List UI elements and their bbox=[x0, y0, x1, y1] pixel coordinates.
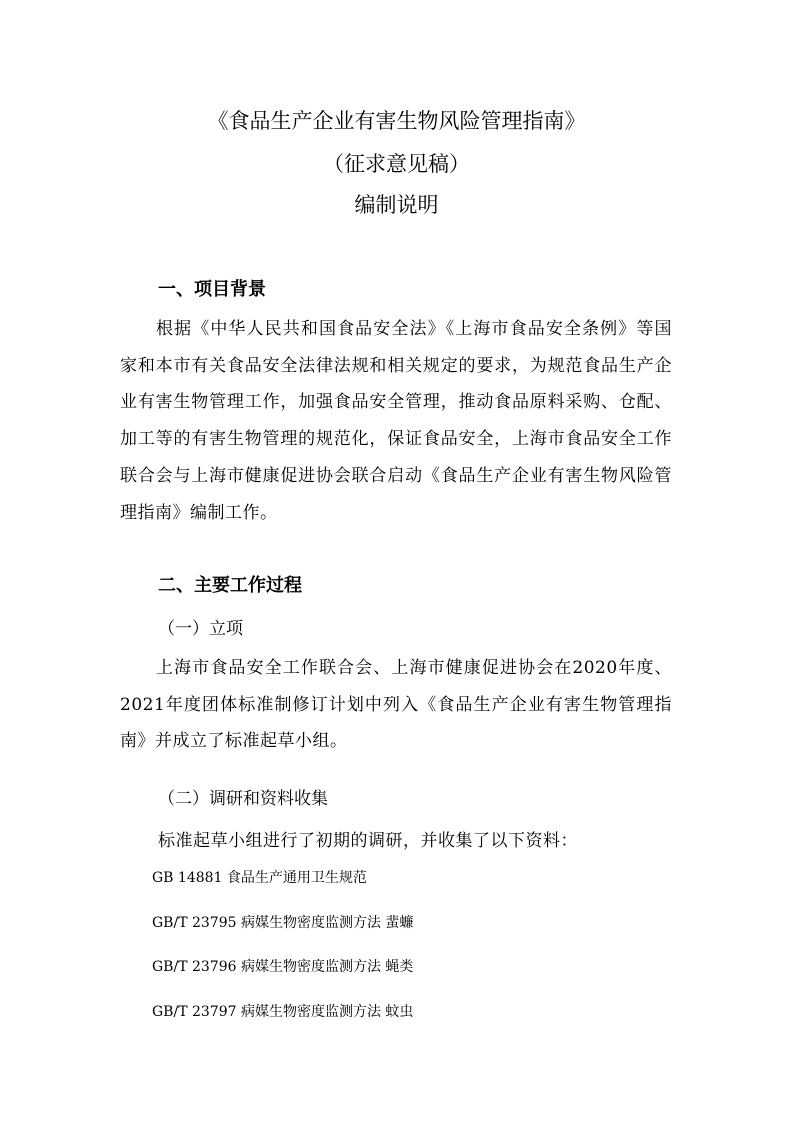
document-title: 《食品生产企业有害生物风险管理指南》 bbox=[207, 109, 586, 133]
reference-item: GB/T 23795 病媒生物密度监测方法 蜚蠊 bbox=[152, 915, 414, 931]
reference-item: GB/T 23797 病媒生物密度监测方法 蚊虫 bbox=[152, 1004, 414, 1020]
subsection-heading-research: （二）调研和资料收集 bbox=[158, 789, 328, 809]
subsection-heading-project-approval: （一）立项 bbox=[158, 619, 243, 639]
section-heading-background: 一、项目背景 bbox=[158, 279, 266, 300]
document-subtitle: （征求意见稿） bbox=[323, 152, 470, 176]
document-type: 编制说明 bbox=[354, 193, 439, 217]
subsection-paragraph-project-approval: 上海市食品安全工作联合会、上海市健康促进协会在2020年度、2021年度团体标准制修订计划中列入《食品生产企业有害生物管理指南》并成立了标准起草小组。 bbox=[120, 658, 672, 752]
reference-item: GB 14881 食品生产通用卫生规范 bbox=[152, 870, 367, 886]
section-paragraph-background: 根据《中华人民共和国食品安全法》《上海市食品安全条例》等国家和本市有关食品安全法律法规和相关规定的要求，为规范食品生产企业有害生物管理工作，加强食品安全管理，推动食品原料采购、仓配、加工等的有害生物管理的规范化，保证食品安全，上海市食品安全工作联合会与上海市健康促进协会联合启动《食品生产企业有害生物风险管理指南》编制工作。 bbox=[120, 319, 672, 523]
reference-item: GB/T 23796 病媒生物密度监测方法 蝇类 bbox=[152, 959, 414, 975]
subsection-intro-research: 标准起草小组进行了初期的调研，并收集了以下资料： bbox=[158, 831, 578, 851]
section-heading-work-process: 二、主要工作过程 bbox=[158, 575, 302, 596]
